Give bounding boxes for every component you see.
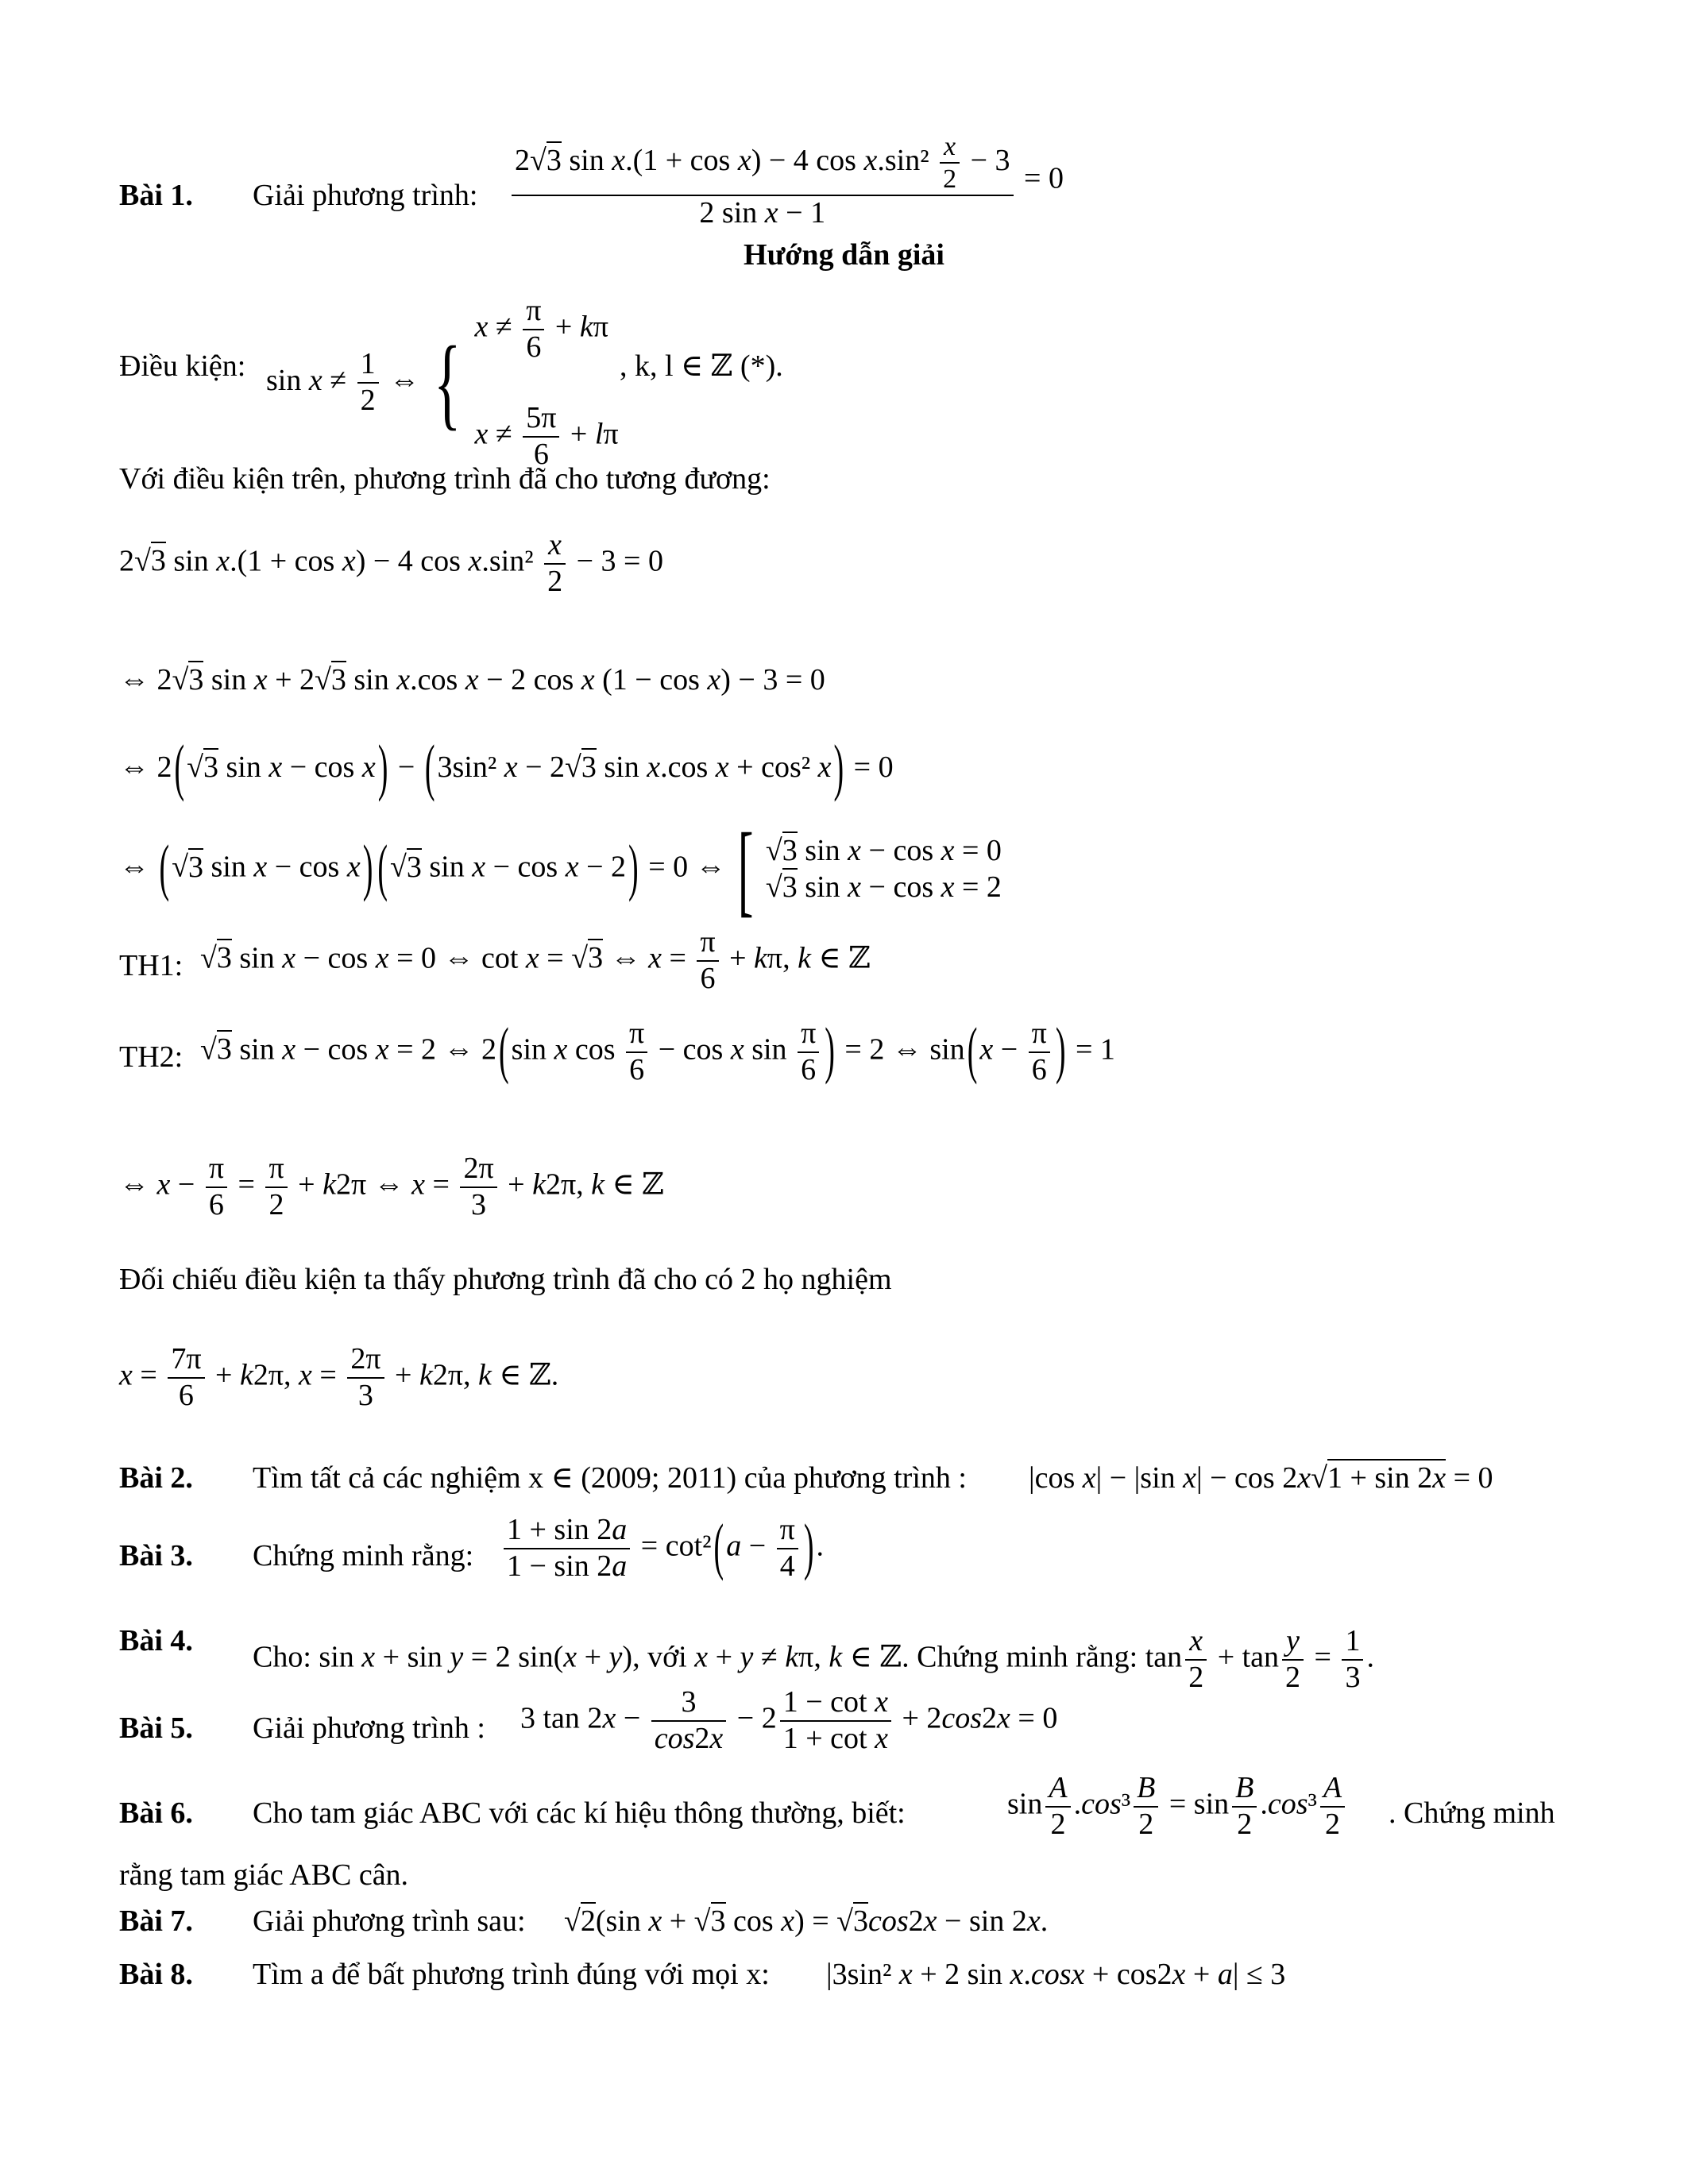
derivation-step-4: ⇔ (√3 sin x − cos x) (√3 sin x − cos x − 2) = 0 ⇔ [ √3 sin x − cos x = 0 √3 sin x − cos x = 2 <box>119 812 1002 927</box>
problem-2-equation: |cos x| − |sin x| − cos 2x√1 + sin 2x = 0 <box>1029 1461 1493 1496</box>
problem-1-equation: 2√3 sin x.(1 + cos x) − 4 cos x.sin² $\frac{x}{2}$ − 3 2 sin x − 1 = 0 <box>508 131 1064 231</box>
problem-3-label: Bài 3. <box>119 1539 193 1572</box>
problem-8-equation: |3sin² x + 2 sin x.cosx + cos2x + a| ≤ 3 <box>826 1958 1286 1991</box>
problem-4-mid2: . Chứng minh rằng: <box>902 1640 1138 1674</box>
problem-6-label: Bài 6. <box>119 1796 193 1830</box>
condition-tail: , k, l ∈ ℤ (*). <box>620 349 783 383</box>
problem-4-mid: , với <box>632 1640 687 1674</box>
problem-7-label: Bài 7. <box>119 1904 193 1938</box>
problem-1-intro: Giải phương trình: <box>253 179 478 212</box>
problem-2-label: Bài 2. <box>119 1461 193 1495</box>
problem-1-label: Bài 1. <box>119 179 193 212</box>
case-2-label: TH2: <box>119 1040 183 1074</box>
problem-7-intro: Giải phương trình sau: <box>253 1904 526 1938</box>
conclusion-text: Đối chiếu điều kiện ta thấy phương trình đã cho có 2 họ nghiệm <box>119 1263 892 1296</box>
problem-8-label: Bài 8. <box>119 1958 193 1991</box>
problem-8-intro: Tìm a để bất phương trình đúng với mọi x: <box>253 1958 770 1991</box>
problem-6-continuation: rằng tam giác ABC cân. <box>119 1858 409 1892</box>
case-2-solution: ⇔ x − $\frac{\pi}{6}$ = $\frac{\pi}{2}$ + k2π ⇔ x = $\frac{2\pi}{3}$ + k2π, k ∈ ℤ <box>119 1152 664 1221</box>
problem-4-statement: Cho: sin x + sin y = 2 sin(x + y), với x + y ≠ kπ, k ∈ ℤ. Chứng minh rằng: tan $\frac{x}{2}$ + tan $\frac{y}{2}$ = $\frac{1}{3}$ . <box>253 1624 1374 1694</box>
problem-6-equation: sin $\frac{A}{2}$ .cos³ $\frac{B}{2}$ = sin $\frac{B}{2}$ .cos³ $\frac{A}{2}$ <box>1007 1771 1348 1842</box>
case-2-equation: √3 sin x − cos x = 2 ⇔ 2(sin x cos $\frac{\pi}{6}$ − cos x sin $\frac{\pi}{6}$ ) = 2 ⇔ sin(x − $\frac{\pi}{6}$ ) = 1 <box>200 1015 1115 1086</box>
case-1-equation: √3 sin x − cos x = 0 ⇔ cot x = √3 ⇔ x = $\frac{\pi}{6}$ + kπ, k ∈ ℤ <box>200 925 871 995</box>
condition-system: sin x ≠ $\frac{1}{2}$ ⇔ { x ≠ $\frac{\pi}{6}$ + kπ x ≠ $\frac{5\pi}{6}$ + lπ <box>266 294 619 471</box>
problem-4-intro: Cho: <box>253 1640 311 1674</box>
problem-6-intro: Cho tam giác ABC với các kí hiệu thông thường, biết: <box>253 1796 906 1830</box>
solution-heading: Hướng dẫn giải <box>744 238 944 272</box>
problem-3-equation: $\frac{1 + \sin 2a}{1 - \sin 2a}$ = cot²(a − $\frac{\pi}{4}$ ). <box>500 1513 824 1584</box>
problem-5-intro: Giải phương trình : <box>253 1711 485 1745</box>
final-answer: x = $\frac{7\pi}{6}$ + k2π, x = $\frac{2\pi}{3}$ + k2π, k ∈ ℤ. <box>119 1342 559 1412</box>
problem-6-tail: . Chứng minh <box>1389 1796 1555 1830</box>
transition-text: Với điều kiện trên, phương trình đã cho tương đương: <box>119 462 771 496</box>
problem-5-label: Bài 5. <box>119 1711 193 1745</box>
derivation-step-2: ⇔ 2√3 sin x + 2√3 sin x.cos x − 2 cos x (1 − cos x) − 3 = 0 <box>119 663 825 698</box>
problem-3-intro: Chứng minh rằng: <box>253 1539 474 1572</box>
problem-5-equation: 3 tan 2x − $\frac{3}{\cos 2x}$ − 2 $\frac{\text{1 − cot x}}{\text{1 + cot x}}$ + 2cos2x = 0 <box>520 1685 1058 1755</box>
problem-4-label: Bài 4. <box>119 1624 193 1657</box>
derivation-step-1: 2√3 sin x.(1 + cos x) − 4 cos x.sin² $\frac{x}{2}$ − 3 = 0 <box>119 528 663 598</box>
problem-7-equation: √2(sin x + √3 cos x) = √3cos2x − sin 2x. <box>564 1904 1048 1939</box>
derivation-step-3: ⇔ 2(√3 sin x − cos x) − (3sin² x − 2√3 sin x.cos x + cos² x) = 0 <box>119 733 894 804</box>
problem-2-intro: Tìm tất cả các nghiệm x ∈ (2009; 2011) của phương trình : <box>253 1461 967 1495</box>
condition-label: Điều kiện: <box>119 349 246 383</box>
case-1-label: TH1: <box>119 949 183 982</box>
